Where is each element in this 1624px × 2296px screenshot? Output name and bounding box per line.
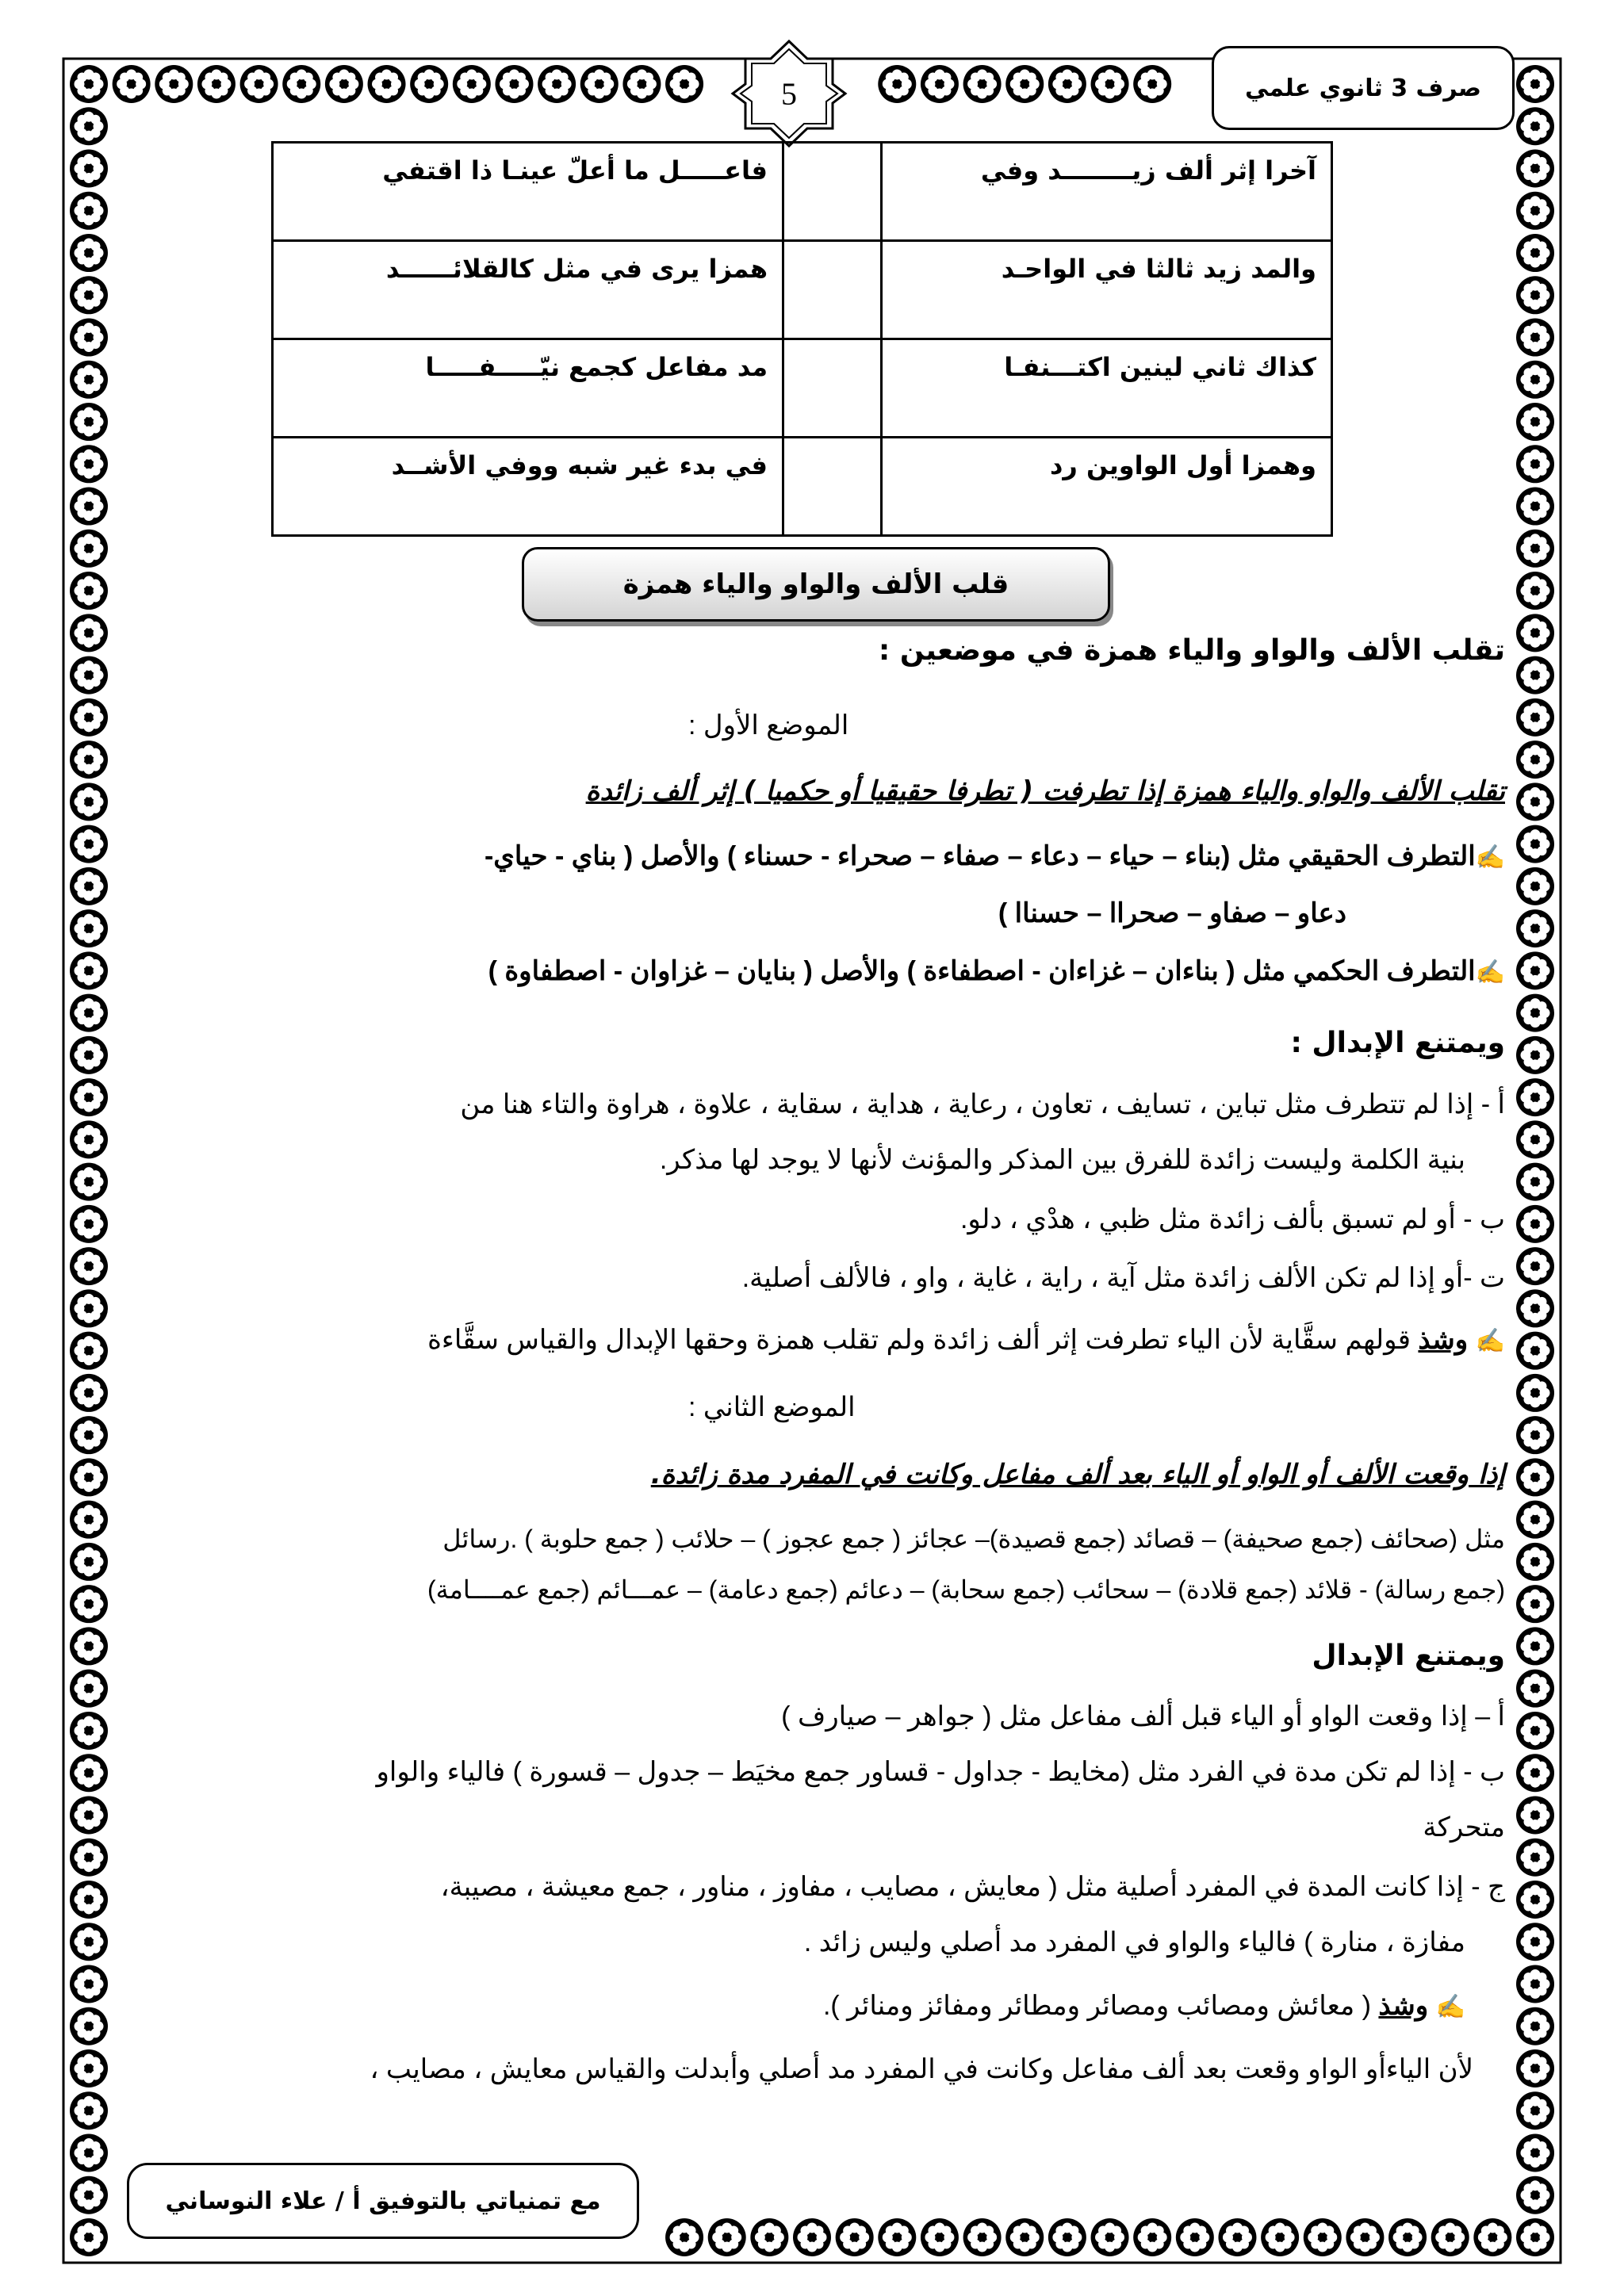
shadh-label: وشذ xyxy=(1418,1325,1469,1355)
footer-box xyxy=(127,2163,639,2239)
flower-ornament xyxy=(70,2091,108,2130)
flower-ornament xyxy=(1516,1120,1554,1158)
flower-ornament xyxy=(1516,2091,1554,2130)
flower-ornament xyxy=(113,65,151,103)
examples-line-2: (جمع رسالة) - قلائد (جمع قلادة) – سحائب (جمع سحابة) – دعائم (جمع دعامة) – عمـــائم (جمع عمــــامة) xyxy=(427,1575,1505,1604)
flower-ornament xyxy=(70,1289,108,1327)
flower-ornament xyxy=(70,909,108,947)
flower-ornament xyxy=(793,2218,831,2256)
flower-ornament xyxy=(70,825,108,863)
flower-ornament xyxy=(1388,2218,1427,2256)
shadh-text: ( معائش ومصائب ومصائر ومطائر ومفائز ومنائر ). xyxy=(822,1991,1371,2021)
flower-ornament xyxy=(1516,2007,1554,2045)
flower-ornament xyxy=(1516,1458,1554,1496)
flower-ornament xyxy=(1516,1416,1554,1454)
flower-ornament xyxy=(1048,2218,1086,2256)
verses-table xyxy=(271,141,1333,537)
flower-ornament xyxy=(70,614,108,652)
flower-ornament xyxy=(580,65,619,103)
flower-ornament xyxy=(1091,65,1129,103)
flower-ornament xyxy=(1516,2218,1554,2256)
flower-ornament xyxy=(1176,2218,1214,2256)
flower-ornament xyxy=(70,361,108,399)
pen-icon: ✍ xyxy=(1475,844,1505,871)
flower-ornament xyxy=(70,1881,108,1919)
prevent2-a-line: أ – إذا وقعت الواو أو الياء قبل ألف مفاعل مثل ( جواهر – صيارف ) xyxy=(781,1701,1505,1732)
virtual-extremity-text: التطرف الحكمي مثل ( بناءان – غزاءان - اصطفاءة ) والأصل ( بنايان – غزاوان - اصطفاوة ) xyxy=(488,956,1476,986)
flower-ornament xyxy=(1516,1796,1554,1834)
flower-ornament xyxy=(1516,1374,1554,1412)
shadh-line-2 xyxy=(823,1990,1465,2022)
flower-ornament xyxy=(1516,1247,1554,1285)
flower-ornament xyxy=(1516,614,1554,652)
flower-ornament xyxy=(197,65,236,103)
flower-ornament xyxy=(921,65,959,103)
flower-ornament xyxy=(70,1754,108,1792)
flower-ornament xyxy=(70,1374,108,1412)
flower-ornament xyxy=(70,1796,108,1834)
prevent-b-line: ب - أو لم تسبق بألف زائدة مثل ظبي ، هدْي ، دلو. xyxy=(959,1204,1505,1234)
verse-first-half: وهمزا أول الواوين رد xyxy=(882,438,1332,536)
flower-ornament xyxy=(70,530,108,568)
flower-ornament xyxy=(1516,276,1554,314)
flower-ornament xyxy=(1005,2218,1044,2256)
flower-ornament xyxy=(240,65,278,103)
flower-ornament xyxy=(1516,994,1554,1032)
flower-ornament xyxy=(1516,1923,1554,1961)
flower-ornament xyxy=(1516,445,1554,483)
flower-ornament xyxy=(622,65,661,103)
verse-gap xyxy=(783,438,882,536)
flower-ornament xyxy=(325,65,363,103)
flower-ornament xyxy=(1261,2218,1299,2256)
flower-ornament xyxy=(1516,1501,1554,1539)
flower-ornament xyxy=(1516,319,1554,357)
flower-ornament xyxy=(70,150,108,188)
flower-ornament xyxy=(70,234,108,272)
flower-ornament xyxy=(1431,2218,1469,2256)
section-title: قلب الألف والواو والياء همزة xyxy=(622,568,1009,600)
section-title-box xyxy=(522,547,1110,622)
flower-ornament xyxy=(70,2007,108,2045)
flower-ornament xyxy=(70,2133,108,2172)
flower-ornament xyxy=(1516,234,1554,272)
flower-ornament xyxy=(70,1585,108,1623)
flower-ornament xyxy=(70,1332,108,1370)
flower-ornament xyxy=(878,65,916,103)
prevention-heading-2: ويمتنع الإبدال xyxy=(1312,1640,1505,1672)
real-extremity-line-2: دعاو – صفاو – صحراا – حسناا ) xyxy=(998,898,1346,928)
flower-ornament xyxy=(1516,1078,1554,1116)
pen-icon: ✍ xyxy=(1435,1994,1465,2020)
real-extremity-text: التطرف الحقيقي مثل (بناء – حياء – دعاء – صفاء – صحراء - حسناء ) والأصل ( بناي - حياي- xyxy=(484,841,1476,871)
flower-ornament xyxy=(1516,909,1554,947)
flower-ornament xyxy=(1516,2049,1554,2087)
flower-ornament xyxy=(1516,65,1554,103)
flower-ornament xyxy=(70,1036,108,1074)
flower-ornament xyxy=(282,65,320,103)
prevention-heading-1: ويمتنع الإبدال : xyxy=(1290,1027,1505,1059)
flower-ornament xyxy=(1304,2218,1342,2256)
header-title: صرف 3 ثانوي علمي xyxy=(1244,74,1482,102)
flower-ornament xyxy=(453,65,491,103)
flower-ornament xyxy=(1516,783,1554,821)
flower-ornament xyxy=(70,1543,108,1581)
flower-ornament xyxy=(70,1627,108,1665)
table-row xyxy=(273,241,1332,339)
flower-ornament xyxy=(70,1247,108,1285)
flower-ornament xyxy=(1516,1585,1554,1623)
flower-ornament xyxy=(1048,65,1086,103)
flower-ornament xyxy=(538,65,576,103)
flower-ornament xyxy=(1516,656,1554,695)
prevent2-b-line-2: متحركة xyxy=(1423,1812,1505,1843)
flower-ornament xyxy=(70,698,108,737)
flower-ornament xyxy=(70,1501,108,1539)
flower-ornament xyxy=(70,994,108,1032)
page-number: 5 xyxy=(781,76,797,112)
footer-text: مع تمنياتي بالتوفيق أ / علاء النوساني xyxy=(165,2187,601,2215)
flower-ornament xyxy=(495,65,533,103)
flower-ornament xyxy=(1516,403,1554,441)
flower-ornament xyxy=(708,2218,746,2256)
flower-ornament xyxy=(1473,2218,1511,2256)
flower-ornament xyxy=(70,783,108,821)
flower-ornament xyxy=(70,488,108,526)
flower-ornament xyxy=(1516,2176,1554,2214)
verse-gap xyxy=(783,143,882,241)
flower-ornament xyxy=(1516,867,1554,905)
flower-ornament xyxy=(1218,2218,1256,2256)
flower-ornament xyxy=(70,65,108,103)
flower-ornament xyxy=(70,1078,108,1116)
verse-gap xyxy=(783,339,882,438)
flower-ornament xyxy=(70,2049,108,2087)
flower-ornament xyxy=(1516,107,1554,145)
verse-gap xyxy=(783,241,882,339)
flower-ornament xyxy=(70,1458,108,1496)
table-row xyxy=(273,339,1332,438)
flower-ornament xyxy=(836,2218,874,2256)
flower-ornament xyxy=(1516,698,1554,737)
flower-ornament xyxy=(1516,1965,1554,2003)
flower-ornament xyxy=(70,1416,108,1454)
verse-first-half: والمد زيد ثالثا في الواحـد xyxy=(882,241,1332,339)
shadh-label: وشذ xyxy=(1378,1991,1429,2021)
flower-ornament xyxy=(1133,65,1171,103)
flower-ornament xyxy=(1516,1627,1554,1665)
prevent-a-line-2: بنية الكلمة وليست زائدة للفرق بين المذكر والمؤنث لأنها لا يوجد لها مذكر. xyxy=(659,1145,1465,1175)
flower-ornament xyxy=(70,1712,108,1750)
flower-ornament xyxy=(70,951,108,989)
flower-ornament xyxy=(1516,192,1554,230)
virtual-extremity-line xyxy=(488,955,1505,987)
flower-ornament xyxy=(70,740,108,779)
flower-ornament xyxy=(1516,1289,1554,1327)
page-number-badge xyxy=(730,38,848,149)
real-extremity-line-1 xyxy=(485,840,1505,872)
flower-ornament xyxy=(1516,1670,1554,1708)
flower-ornament xyxy=(70,656,108,695)
shadh-text: قولهم سقَّاية لأن الياء تطرفت إثر ألف زائدة ولم تقلب همزة وحقها الإبدال والقياس سقَّاءة xyxy=(427,1325,1411,1355)
verse-first-half: آخرا إثر ألف زيــــــــد وفي xyxy=(882,143,1332,241)
prevent2-j-line-1: ج - إذا كانت المدة في المفرد أصلية مثل ( معايش ، مصايب ، مفاوز ، مناور ، جمع معيشة ، مصيبة، xyxy=(440,1872,1505,1902)
verse-second-half: في بدء غير شبه ووفي الأشــد xyxy=(273,438,783,536)
position-two-label: الموضع الثاني : xyxy=(688,1392,856,1422)
flower-ornament xyxy=(1346,2218,1384,2256)
flower-ornament xyxy=(70,319,108,357)
flower-ornament xyxy=(70,192,108,230)
table-row xyxy=(273,143,1332,241)
flower-ornament xyxy=(1516,1754,1554,1792)
flower-ornament xyxy=(1516,150,1554,188)
prevent2-j-line-2: مفازة ، منارة ) فالياء والواو في المفرد مد أصلي وليس زائد . xyxy=(803,1927,1465,1957)
flower-ornament xyxy=(70,1923,108,1961)
table-row xyxy=(273,438,1332,536)
flower-ornament xyxy=(921,2218,959,2256)
flower-ornament xyxy=(70,1965,108,2003)
flower-ornament xyxy=(1516,530,1554,568)
flower-ornament xyxy=(1516,1205,1554,1243)
flower-ornament xyxy=(70,1163,108,1201)
flower-ornament xyxy=(1516,2133,1554,2172)
flower-ornament xyxy=(70,2176,108,2214)
pen-icon: ✍ xyxy=(1475,959,1505,985)
flower-ornament xyxy=(750,2218,788,2256)
flower-ornament xyxy=(70,1205,108,1243)
flower-ornament xyxy=(1091,2218,1129,2256)
flower-ornament xyxy=(1516,572,1554,610)
intro-heading: تقلب الألف والواو والياء همزة في موضعين : xyxy=(878,634,1505,667)
closing-line: لأن الياءأو الواو وقعت بعد ألف مفاعل وكانت في المفرد مد أصلي وأبدلت والقياس معايش ، مصايب ، xyxy=(370,2054,1473,2084)
flower-ornament xyxy=(1516,1839,1554,1877)
verse-first-half: كذاك ثاني لينين اكتـــنفـا xyxy=(882,339,1332,438)
flower-ornament xyxy=(1133,2218,1171,2256)
flower-ornament xyxy=(1516,488,1554,526)
flower-ornament xyxy=(1516,1163,1554,1201)
flower-ornament xyxy=(70,1670,108,1708)
flower-ornament xyxy=(70,572,108,610)
examples-line-1: مثل (صحائف (جمع صحيفة) – قصائد (جمع قصيدة)– عجائز ( جمع عجوز ) – حلائب ( جمع حلوبة ) .رسائل xyxy=(442,1525,1505,1553)
pen-icon: ✍ xyxy=(1475,1328,1505,1354)
flower-ornament xyxy=(1005,65,1044,103)
position-one-rule: تقلب الألف والواو والياء همزة إذا تطرفت ( تطرفا حقيقيا أو حكميا ) إثر ألف زائدة xyxy=(585,775,1505,807)
flower-ornament xyxy=(70,107,108,145)
flower-ornament xyxy=(70,2218,108,2256)
header-title-box xyxy=(1212,46,1515,130)
flower-ornament xyxy=(368,65,406,103)
prevent2-b-line-1: ب - إذا لم تكن مدة في الفرد مثل (مخايط - جداول - قساور جمع مخيَط – جدول – قسورة ) فالياء والواو xyxy=(376,1757,1505,1787)
flower-ornament xyxy=(70,1120,108,1158)
flower-ornament xyxy=(1516,825,1554,863)
flower-ornament xyxy=(70,867,108,905)
prevent-t-line: ت -أو إذا لم تكن الألف زائدة مثل آية ، راية ، غاية ، واو ، فالألف أصلية. xyxy=(741,1263,1505,1293)
flower-ornament xyxy=(70,276,108,314)
position-one-label: الموضع الأول : xyxy=(688,710,849,740)
flower-ornament xyxy=(665,2218,703,2256)
flower-ornament xyxy=(1516,1036,1554,1074)
verse-second-half: مد مفاعل كجمع نيّـــــفـــــا xyxy=(273,339,783,438)
flower-ornament xyxy=(1516,1881,1554,1919)
flower-ornament xyxy=(1516,361,1554,399)
prevent-a-line-1: أ - إذا لم تتطرف مثل تباين ، تسايف ، تعاون ، رعاية ، هداية ، سقاية ، علاوة ، هراوة والتاء هنا من xyxy=(460,1089,1505,1119)
flower-ornament xyxy=(963,2218,1002,2256)
verse-second-half: همزا يرى في مثل كالقلائــــــد xyxy=(273,241,783,339)
flower-ornament xyxy=(70,1839,108,1877)
flower-ornament xyxy=(70,403,108,441)
flower-ornament xyxy=(155,65,193,103)
flower-ornament xyxy=(665,65,703,103)
flower-ornament xyxy=(878,2218,916,2256)
shadh-line-1 xyxy=(427,1324,1505,1356)
flower-ornament xyxy=(1516,1332,1554,1370)
position-two-rule: إذا وقعت الألف أو الواو أو الياء بعد ألف مفاعل وكانت في المفرد مدة زائدة. xyxy=(650,1459,1505,1490)
flower-ornament xyxy=(963,65,1002,103)
flower-ornament xyxy=(1516,740,1554,779)
flower-ornament xyxy=(410,65,448,103)
flower-ornament xyxy=(1516,1712,1554,1750)
flower-ornament xyxy=(1516,951,1554,989)
flower-ornament xyxy=(1516,1543,1554,1581)
flower-ornament xyxy=(70,445,108,483)
verse-second-half: فاعـــــل ما أعلّ عينـا ذا اقتفي xyxy=(273,143,783,241)
